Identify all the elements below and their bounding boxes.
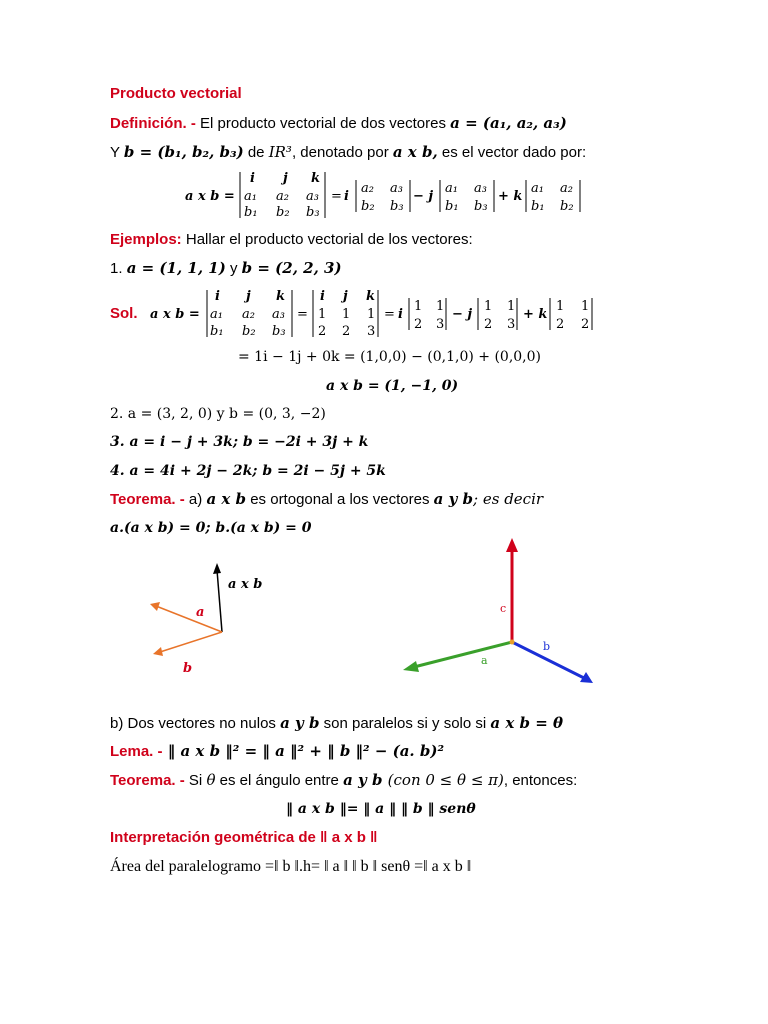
3d-axes-figure	[403, 538, 593, 683]
sol-n-a3: 1	[367, 307, 376, 322]
sol-m1-10: 2	[414, 317, 423, 332]
sol-num-j: j	[343, 289, 348, 304]
parallel-ayb: a y b	[280, 714, 320, 732]
det-i: i	[250, 171, 255, 186]
svg-text:+ k: + k	[523, 307, 548, 322]
example-1	[110, 258, 342, 279]
sol-m2-01: 1	[507, 299, 516, 314]
sol-m1-11: 3	[436, 317, 445, 332]
examples-label: Ejemplos:	[110, 231, 182, 248]
m1-00: a₂	[361, 181, 374, 196]
m2-00: a₁	[445, 181, 458, 196]
ex1-num: 1.	[110, 260, 127, 277]
sol-num-i: i	[320, 289, 325, 304]
sol-m3-10: 2	[556, 317, 565, 332]
a3d-label: a	[481, 654, 488, 667]
axb-notation: a x b,	[392, 143, 438, 161]
axb-label: a x b	[228, 577, 263, 592]
theorem-1-equations: a.(a x b) = 0; b.(a x b) = 0	[110, 520, 312, 536]
sol-m2-00: 1	[484, 299, 493, 314]
theorem-2-theta: θ	[206, 771, 216, 789]
sol-m3-01: 1	[581, 299, 590, 314]
det-b2: b₂	[276, 205, 290, 220]
lemma-line	[110, 741, 444, 762]
det-k: k	[311, 171, 321, 186]
sol-n-b2: 2	[342, 324, 351, 339]
area-formula: Área del paralelogramo =‖ b ‖.h= ‖ a ‖ ‖ b ‖ senθ =‖ a x b ‖	[110, 858, 472, 875]
ex1-b: b = (2, 2, 3)	[241, 259, 342, 277]
formula-lhs: a x b =	[185, 189, 235, 204]
m2-01: a₃	[474, 181, 487, 196]
coef-j: − j	[413, 189, 434, 204]
det-b1: b₁	[244, 205, 258, 220]
sol-n-a2: 1	[342, 307, 351, 322]
theorem-2-text-3: , entonces:	[503, 772, 578, 789]
det-a1: a₁	[244, 189, 257, 204]
lemma-text: ‖ a x b ‖² = ‖ a ‖² + ‖ b ‖² − (a. b)²	[162, 742, 445, 760]
det-a3: a₃	[306, 189, 319, 204]
general-determinant-formula	[185, 171, 580, 220]
sol-a3: a₃	[272, 307, 285, 322]
a-axis-arrow	[414, 642, 512, 667]
sol-n-a1: 1	[318, 307, 327, 322]
sol-b2: b₂	[242, 324, 256, 339]
sol-m1-00: 1	[414, 299, 423, 314]
vector-a-arrow	[156, 606, 222, 632]
b3d-label: b	[543, 640, 551, 653]
definition-text: El producto vectorial de dos vectores	[195, 115, 451, 132]
sol-i: i	[215, 289, 220, 304]
m1-11: b₃	[390, 199, 404, 214]
theorem-2-formula: ‖ a x b ‖= ‖ a ‖ ‖ b ‖ senθ	[286, 801, 476, 817]
theorem-1-label: Teorema. -	[110, 491, 185, 508]
ir3: IR³	[268, 143, 292, 161]
interpretation-heading: Interpretación geométrica de ‖ a x b ‖	[110, 829, 378, 846]
vector-a-def: a = (a₁, a₂, a₃)	[450, 114, 567, 132]
de-text: de	[243, 144, 269, 161]
theorem-2-ayb: a y b	[343, 771, 388, 789]
axb-arrow	[217, 570, 222, 632]
m2-10: b₁	[445, 199, 459, 214]
m3-01: a₂	[560, 181, 573, 196]
m1-01: a₃	[390, 181, 403, 196]
theorem-1-line	[110, 489, 543, 510]
svg-text:− j: − j	[452, 307, 473, 322]
solution-label: Sol.	[110, 305, 138, 322]
vector-b-def: b = (b₁, b₂, b₃)	[123, 143, 244, 161]
theorem-1-esdecir: ; es decir	[473, 490, 544, 508]
theorem-2-cond: (con 0 ≤ θ ≤ π)	[387, 771, 504, 789]
orthogonal-vectors-figure	[150, 563, 262, 676]
c-label: c	[500, 602, 507, 615]
sol-b3: b₃	[272, 324, 286, 339]
b-label: b	[183, 661, 193, 676]
parallel-text-1: b) Dos vectores no nulos	[110, 715, 281, 732]
parallel-line	[110, 713, 563, 734]
det-a2: a₂	[276, 189, 289, 204]
sol-k: k	[276, 289, 286, 304]
coef-i: i	[344, 189, 349, 204]
m1-10: b₂	[361, 199, 375, 214]
sol-n-b3: 3	[367, 324, 376, 339]
page-title: Producto vectorial	[110, 85, 242, 102]
sol-m3-00: 1	[556, 299, 565, 314]
sol-m3-11: 2	[581, 317, 590, 332]
definition-rest: es el vector dado por:	[437, 144, 587, 161]
theorem-1-a: a)	[184, 491, 207, 508]
parallel-text-2: son paralelos si y solo si	[319, 715, 491, 732]
theorem-1-axb: a x b	[206, 490, 247, 508]
sol-m1-01: 1	[436, 299, 445, 314]
ex1-a: a = (1, 1, 1)	[126, 259, 226, 277]
det-j: j	[283, 171, 288, 186]
solution-line-2: = 1i − 1j + 0k = (1,0,0) − (0,1,0) + (0,0,0)	[238, 349, 541, 365]
theorem-2-text-2: es el ángulo entre	[215, 772, 344, 789]
theorem-2-label: Teorema. -	[110, 772, 185, 789]
sol-a1: a₁	[210, 307, 223, 322]
solution-result: a x b = (1, −1, 0)	[326, 378, 459, 394]
a-label: a	[196, 605, 205, 620]
det-eq: =	[331, 189, 342, 204]
denotado-text: , denotado por	[291, 144, 393, 161]
examples-line	[110, 230, 473, 250]
sol-lhs: a x b =	[150, 307, 200, 322]
svg-text:=: =	[384, 307, 395, 322]
sol-b1: b₁	[210, 324, 224, 339]
svg-text:i: i	[398, 307, 403, 322]
solution-determinant-formula	[150, 289, 592, 339]
m3-00: a₁	[531, 181, 544, 196]
sol-a2: a₂	[242, 307, 255, 322]
coef-k: + k	[498, 189, 523, 204]
definition-label: Definición. -	[110, 115, 196, 132]
ex1-y: y	[225, 260, 242, 277]
example-4: 4. a = 4i + 2j − 2k; b = 2i − 5j + 5k	[110, 463, 386, 479]
det-b3: b₃	[306, 205, 320, 220]
y-text: Y	[110, 144, 124, 161]
examples-text: Hallar el producto vectorial de los vectores:	[181, 231, 473, 248]
vector-b-arrow	[160, 632, 222, 652]
example-2: 2. a = (3, 2, 0) y b = (0, 3, −2)	[110, 406, 326, 422]
sol-j: j	[246, 289, 251, 304]
example-3: 3. a = i − j + 3k; b = −2i + 3j + k	[110, 434, 369, 450]
m3-11: b₂	[560, 199, 574, 214]
theorem-1-text: es ortogonal a los vectores	[246, 491, 434, 508]
theorem-2-text-1: Si	[184, 772, 207, 789]
sol-n-b1: 2	[318, 324, 327, 339]
lemma-label: Lema. -	[110, 743, 163, 760]
sol-m2-11: 3	[507, 317, 516, 332]
svg-text:=: =	[297, 307, 308, 322]
parallel-cond: a x b = θ	[490, 714, 564, 732]
m2-11: b₃	[474, 199, 488, 214]
sol-num-k: k	[366, 289, 376, 304]
theorem-1-ayb: a y b	[433, 490, 474, 508]
m3-10: b₁	[531, 199, 545, 214]
theorem-2-line	[110, 770, 577, 791]
sol-m2-10: 2	[484, 317, 493, 332]
